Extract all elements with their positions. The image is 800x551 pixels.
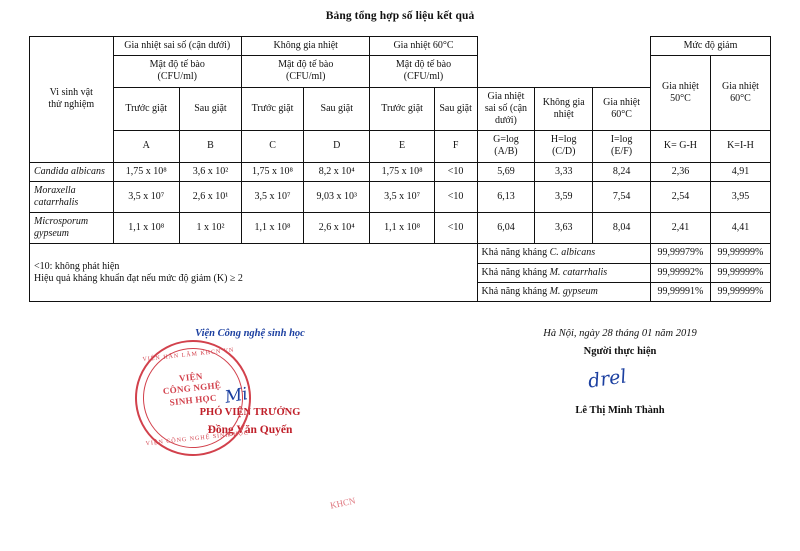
header-sub-5: Sau giặt [434,87,477,131]
header-sub-3: Sau giặt [304,87,370,131]
row-species-name: Microsporum gypseum [30,213,114,244]
letter-b: B [179,131,241,162]
header-group-2: Gia nhiệt 60°C [370,37,477,56]
table-header-row-letters [30,131,771,162]
letter-e: E [370,131,434,162]
cell-b: 2,6 x 10¹ [179,181,241,212]
cell-b: 3,6 x 10² [179,162,241,181]
cell-k50: 2,36 [650,162,710,181]
header-sub-2: Trước giặt [241,87,303,131]
formula-k2: K=I-H [710,131,770,162]
resistance-v60-0: 99,99999% [710,244,770,263]
header-subject [30,37,114,163]
cell-i: 7,54 [593,181,651,212]
note-1: Hiệu quả kháng khuẩn đạt nếu mức độ giảm (K) ≥ 2 [34,272,243,284]
cell-g: 5,69 [477,162,535,181]
stamp-arc-top: VIỆN HÀN LÂM KHCN VN [142,347,235,364]
resistance-species-1: M. catarrhalis [549,266,608,278]
signer-role: Người thực hiện [583,346,657,357]
organization-name: Viện Công nghệ sinh học [195,328,305,339]
cell-g: 6,13 [477,181,535,212]
cell-a: 1,75 x 10⁸ [113,162,179,181]
organization-signature-block [75,328,405,448]
table-header-row-density [30,56,771,87]
header-group-1: Không gia nhiệt [241,37,369,56]
header-log-1: Không gia nhiệt [535,87,593,131]
stamp-bottom-mark: KHCN [329,495,357,511]
cell-h: 3,33 [535,162,593,181]
results-table [29,36,771,302]
header-subject-line1: Vi sinh vật [49,87,93,99]
row-species-name: Candida albicans [30,162,114,181]
resistance-v50-2: 99,99991% [650,282,710,301]
page-title: Bảng tổng hợp số liệu kết quả [325,10,475,22]
cell-f: <10 [434,181,477,212]
cell-k60: 4,41 [710,213,770,244]
cell-e: 1,1 x 10⁸ [370,213,434,244]
header-log-0: Gia nhiệt sai số (cận dưới) [477,87,535,131]
letter-d: D [304,131,370,162]
resistance-v60-1: 99,99999% [710,263,770,282]
cell-a: 1,1 x 10⁸ [113,213,179,244]
cell-d: 8,2 x 10⁴ [304,162,370,181]
table-row [30,213,771,244]
cell-c: 3,5 x 10⁷ [241,181,303,212]
left-signer-name: Đồng Văn Quyến [207,424,293,436]
cell-h: 3,63 [535,213,593,244]
letter-a: A [113,131,179,162]
cell-d: 2,6 x 10⁴ [304,213,370,244]
cell-i: 8,24 [593,162,651,181]
header-density-2: Mật độ tế bào (CFU/ml) [370,56,477,87]
handwritten-signature-left: Mi [223,384,250,408]
stamp-arc-bottom: VIỆN CÔNG NGHỆ SINH HỌC [145,430,250,448]
resistance-label-1: Khả năng kháng M. catarrhalis [477,263,650,282]
resistance-species-0: C. albicans [549,247,596,259]
cell-f: <10 [434,213,477,244]
resistance-v60-2: 99,99999% [710,282,770,301]
header-density-0: Mật độ tế bào (CFU/ml) [113,56,241,87]
signature-footer [0,328,800,511]
header-log-2: Gia nhiệt 60°C [593,87,651,131]
cell-e: 1,75 x 10⁸ [370,162,434,181]
cell-i: 8,04 [593,213,651,244]
table-row [30,162,771,181]
notes-cell [30,244,478,302]
cell-b: 1 x 10² [179,213,241,244]
cell-e: 3,5 x 10⁷ [370,181,434,212]
header-sub-1: Sau giặt [179,87,241,131]
header-density-1: Mật độ tế bào (CFU/ml) [241,56,369,87]
signer-name: Lê Thị Minh Thành [575,405,665,416]
header-group-0: Gia nhiệt sai số (cận dưới) [113,37,241,56]
table-row [30,181,771,212]
cell-c: 1,1 x 10⁸ [241,213,303,244]
cell-c: 1,75 x 10⁸ [241,162,303,181]
performer-signature-block [470,328,770,416]
resistance-species-2: M. gypseum [549,285,598,297]
notes-row-1 [30,244,771,263]
resistance-label-0: Khả năng kháng C. albicans [477,244,650,263]
resistance-v50-1: 99,99992% [650,263,710,282]
header-reduction: Mức độ giảm [650,37,770,56]
header-sub-4: Trước giặt [370,87,434,131]
header-sub-0: Trước giặt [113,87,179,131]
cell-k50: 2,41 [650,213,710,244]
header-subject-line2: thử nghiệm [48,99,95,111]
cell-k60: 4,91 [710,162,770,181]
formula-k1: K= G-H [650,131,710,162]
letter-c: C [241,131,303,162]
cell-h: 3,59 [535,181,593,212]
formula-g: G=log (A/B) [477,131,535,162]
resistance-v50-0: 99,99979% [650,244,710,263]
cell-g: 6,04 [477,213,535,244]
stamp-text: VIỆN CÔNG NGHỆ SINH HỌC [162,370,222,407]
note-0: <10: không phát hiện [34,260,120,272]
header-reduction-50: Gia nhiệt 50°C [650,56,710,131]
row-species-name: Moraxella catarrhalis [30,181,114,212]
cell-k50: 2,54 [650,181,710,212]
handwritten-signature-right: drel [586,365,628,393]
place-date: Hà Nội, ngày 28 tháng 01 năm 2019 [543,328,697,339]
formula-i: I=log (E/F) [593,131,651,162]
resistance-label-2: Khả năng kháng M. gypseum [477,282,650,301]
header-reduction-60: Gia nhiệt 60°C [710,56,770,131]
cell-a: 3,5 x 10⁷ [113,181,179,212]
letter-f: F [434,131,477,162]
cell-k60: 3,95 [710,181,770,212]
formula-h: H=log (C/D) [535,131,593,162]
header-spacer-log [477,37,650,88]
table-header-row-groups [30,37,771,56]
cell-f: <10 [434,162,477,181]
left-signer-role: PHÓ VIỆN TRƯỞNG [199,407,301,418]
cell-d: 9,03 x 10³ [304,181,370,212]
